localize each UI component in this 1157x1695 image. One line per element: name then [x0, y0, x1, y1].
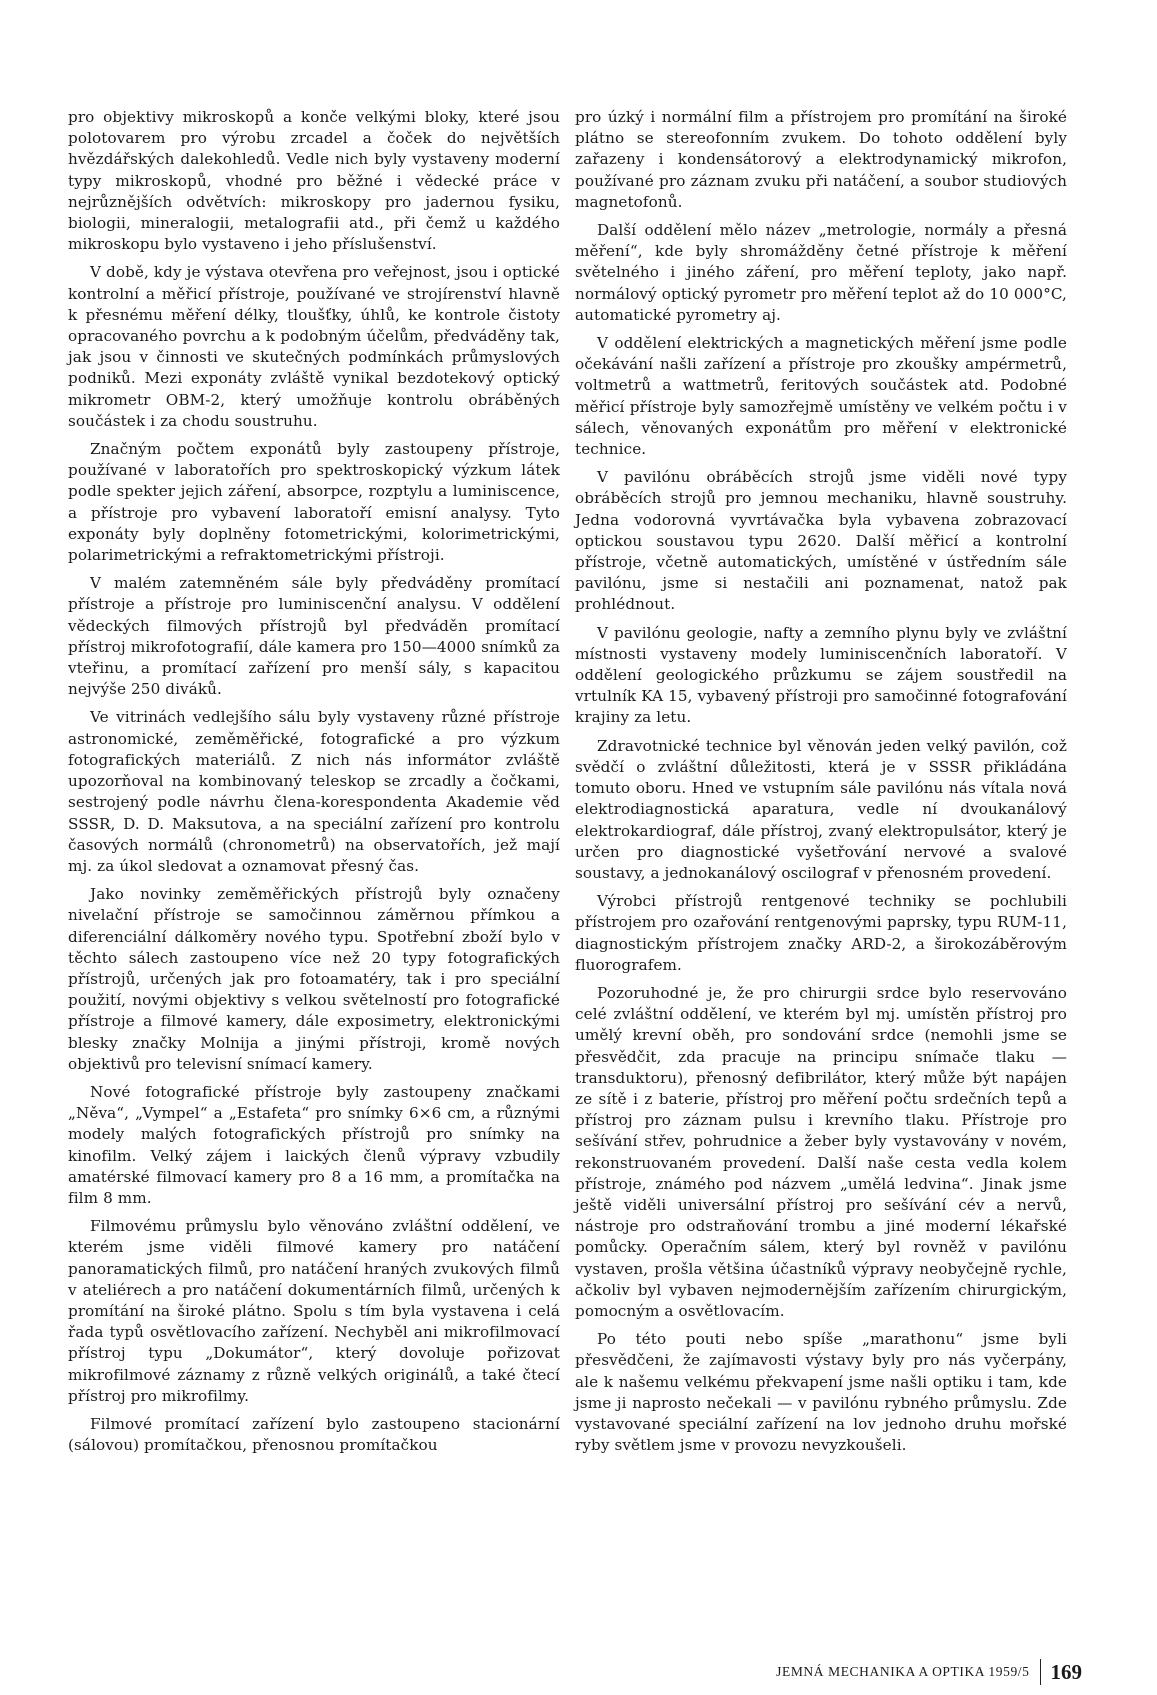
paragraph: Pozoruhodné je, že pro chirurgii srdce bylo reservováno celé zvláštní oddělení, ve kterém byl mj. umístěn přístroj pro umělý krevní oběh, pro sondování srdce (nemohli jsme se přesvědčit, zda pracuje na principu snímače tlaku — transduktoru), přenosný defibrilátor, který může být napájen ze sítě i z baterie, přístroj pro měření počtu srdečních tepů a přístroj pro záznam pulsu i krevního tlaku. Přístroje pro sešívání střev, pohrudnice a žeber byly vystavovány v novém, rekonstruovaném provedení. Další naše cesta vedla kolem přístroje, známého pod názvem „umělá ledvina“. Jinak jsme ještě viděli universální přístroj pro sešívání cév a nervů, nástroje pro odstraňování trombu a jiné moderní lékařské pomůcky. Operačním sálem, který byl rovněž v pavilónu vystaven, prošla většina účastníků výpravy neobyčejně rychle, ačkoliv byl vybaven nejmodernějším zařízením chirurgickým, pomocným a osvětlovacím.: [575, 983, 1067, 1320]
paragraph: Zdravotnické technice byl věnován jeden velký pavilón, což svědčí o zvláštní důležitosti, která je v SSSR přikládána tomuto oboru. Hned ve vstupním sále pavilónu nás vítala nová elektrodiagnostická aparatura, vedle ní dvoukanálový elektrokardiograf, dále přístroj, zvaný elektropulsátor, který je určen pro diagnostické vyšetřování nervové a svalové soustavy, a jednokanálový oscilograf v přenosném provedení.: [575, 736, 1067, 882]
right-text-column: [575, 107, 1067, 1463]
paragraph: V malém zatemněném sále byly předváděny promítací přístroje a přístroje pro luminiscenční analysu. V oddělení vědeckých filmových přístrojů byl předváděn promítací přístroj mikrofotografií, dále kamera pro 150—4000 snímků za vteřinu, a promítací zařízení pro menší sály, s kapacitou nejvýše 250 diváků.: [68, 574, 560, 699]
paragraph: pro objektivy mikroskopů a konče velkými bloky, které jsou polotovarem pro výrobu zrcadel a čoček do největších hvězdářských dalekohledů. Vedle nich byly vystaveny moderní typy mikroskopů, vhodné pro běžné i vědecké práce v nejrůznějších odvětvích: mikroskopy pro jadernou fysiku, biologii, mineralogii, metalografii atd., při čemž u každého mikroskopu bylo vystaveno i jeho příslušenství.: [68, 108, 560, 254]
paragraph: Značným počtem exponátů byly zastoupeny přístroje, používané v laboratořích pro spektroskopický výzkum látek podle spekter jejich záření, absorpce, rozptylu a luminiscence, a přístroje pro vybavení laboratoří emisní analysy. Tyto exponáty byly doplněny fotometrickými, kolorimetrickými, polarimetrickými a refraktometrickými přístroji.: [68, 440, 560, 565]
paragraph: pro úzký i normální film a přístrojem pro promítání na široké plátno se stereofonním zvukem. Do tohoto oddělení byly zařazeny i kondensátorový a elektrodynamický mikrofon, používané pro záznam zvuku při natáčení, a soubor studiových magnetofonů.: [575, 108, 1067, 211]
page-number: 169: [1050, 1659, 1082, 1684]
footer-divider: [1040, 1659, 1041, 1685]
journal-name: JEMNÁ MECHANIKA A OPTIKA 1959/5: [776, 1664, 1030, 1679]
page-footer: [776, 1657, 1082, 1687]
paragraph: Výrobci přístrojů rentgenové techniky se pochlubili přístrojem pro ozařování rentgenovými paprsky, typu RUM-11, diagnostickým přístrojem značky ARD-2, a širokozáběrovým fluorografem.: [575, 892, 1067, 974]
paragraph: Po této pouti nebo spíše „marathonu“ jsme byli přesvědčeni, že zajímavosti výstavy byly pro nás vyčerpány, ale k našemu velkému překvapení jsme našli optiku i tam, kde jsme ji naprosto nečekali — v pavilónu rybného průmyslu. Zde vystavované speciální zařízení na lov jednoho druhu mořské ryby světlem jsme v provozu nevyzkoušeli.: [575, 1330, 1067, 1455]
paragraph: V pavilónu geologie, nafty a zemního plynu byly ve zvláštní místnosti vystaveny modely luminiscenčních laboratoří. V oddělení geologického průzkumu se zájem soustředil na vrtulník KA 15, vybavený přístroji pro samočinné fotografování krajiny za letu.: [575, 623, 1067, 727]
paragraph: V oddělení elektrických a magnetických měření jsme podle očekávání našli zařízení a přístroje pro zkoušky ampérmetrů, voltmetrů a wattmetrů, feritových součástek atd. Podobné měřicí přístroje byly samozřejmě umístěny ve velkém počtu i v sálech, věnovaných exponátům pro měření v elektronické technice.: [575, 334, 1067, 459]
paragraph: Nové fotografické přístroje byly zastoupeny značkami „Něva“, „Vympel“ a „Estafeta“ pro snímky 6×6 cm, a různými modely malých fotografických přístrojů pro snímky na kinofilm. Velký zájem i laických členů výpravy vzbudily amatérské filmovací kamery pro 8 a 16 mm, a promítačka na film 8 mm.: [68, 1082, 560, 1207]
paragraph: Filmové promítací zařízení bylo zastoupeno stacionární (sálovou) promítačkou, přenosnou promítačkou: [68, 1414, 560, 1455]
paragraph: Ve vitrinách vedlejšího sálu byly vystaveny různé přístroje astronomické, zeměměřické, fotografické a pro výzkum fotografických materiálů. Z nich nás informátor zvláště upozorňoval na kombinovaný teleskop se zrcadly a čočkami, sestrojený podle návrhu člena-korespondenta Akademie věd SSSR, D. D. Maksutova, a na speciální zařízení pro kontrolu časových normálů (chronometrů) na observatořích, jež mají mj. za úkol sledovat a oznamovat přesný čas.: [68, 708, 560, 875]
paragraph: V pavilónu obráběcích strojů jsme viděli nové typy obráběcích strojů pro jemnou mechaniku, hlavně soustruhy. Jedna vodorovná vyvrtávačka byla vybavena zobrazovací optickou soustavou typu 2620. Další měřicí a kontrolní přístroje, včetně automatických, umístěné v ústředním sále pavilónu, jsme si nestačili ani poznamenat, natož pak prohlédnout.: [575, 468, 1067, 614]
paragraph: Další oddělení mělo název „metrologie, normály a přesná měření“, kde byly shromážděny četné přístroje k měření světelného i jiného záření, pro měření teploty, jako např. normálový optický pyrometr pro měření teplot až do 10 000°C, automatické pyrometry aj.: [575, 221, 1067, 324]
paragraph: V době, kdy je výstava otevřena pro veřejnost, jsou i optické kontrolní a měřicí přístroje, používané ve strojírenství hlavně k přesnému měření délky, tloušťky, úhlů, ke kontrole čistoty opracovaného povrchu a k podobným účelům, předváděny tak, jak jsou v činnosti ve skutečných podmínkách průmyslových podniků. Mezi exponáty zvláště vynikal bezdotekový optický mikrometr OBM-2, který umožňuje kontrolu obráběných součástek i za chodu soustruhu.: [68, 263, 560, 430]
paragraph: Jako novinky zeměměřických přístrojů byly označeny nivelační přístroje se samočinnou záměrnou přímkou a diferenciální dálkoměry nového typu. Spotřební zboží bylo v těchto sálech zastoupeno více než 20 typy fotografických přístrojů, určených jak pro fotoamatéry, tak i pro speciální použití, novými objektivy s velkou světelností pro fotografické přístroje a filmové kamery, dále exposimetry, elektronickými blesky značky Molnija a jinými přístroji, kromě nových objektivů pro televisní snímací kamery.: [68, 885, 560, 1073]
left-text-column: [68, 107, 560, 1463]
paragraph: Filmovému průmyslu bylo věnováno zvláštní oddělení, ve kterém jsme viděli filmové kamery pro natáčení panoramatických filmů, pro natáčení hraných zvukových filmů v ateliérech a pro natáčení dokumentárních filmů, určených k promítání na široké plátno. Spolu s tím byla vystavena i celá řada typů osvětlovacího zařízení. Nechyběl ani mikrofilmovací přístroj typu „Dokumátor“, který dovoluje pořizovat mikrofilmové záznamy z různě velkých originálů, a také čtecí přístroj pro mikrofilmy.: [68, 1217, 560, 1405]
